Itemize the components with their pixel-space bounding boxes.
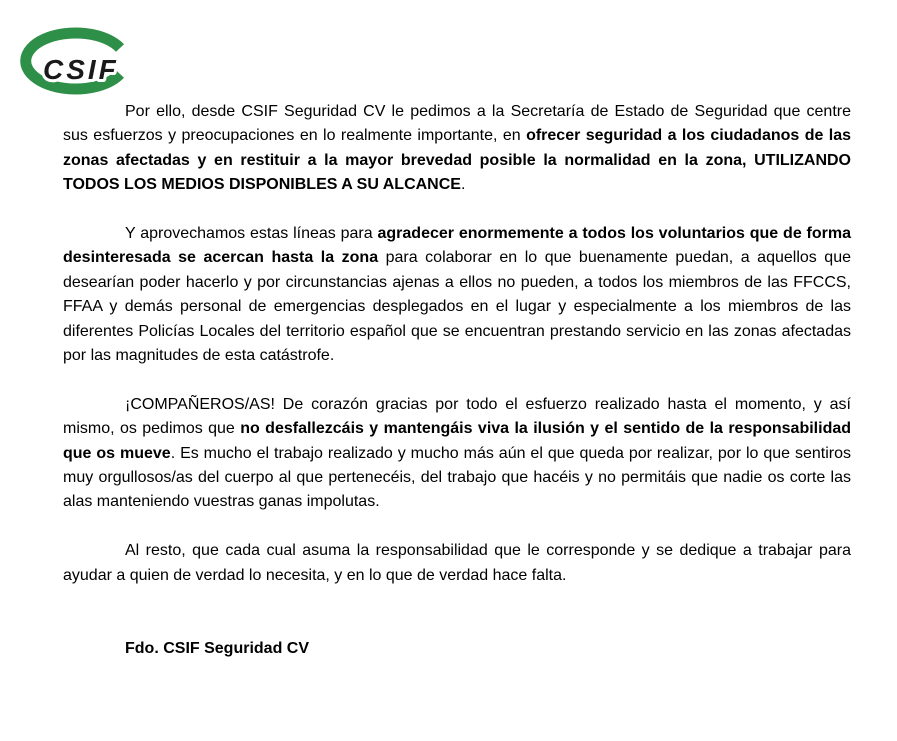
paragraph-text: ¡COMPAÑEROS/AS! De corazón gracias por todo el esfuerzo realizado hasta el momento, y así mismo, os pedimos que [63, 395, 851, 438]
document-body [63, 100, 851, 661]
paragraph [63, 393, 851, 515]
paragraph-text-bold: agradecer enormemente a todos los voluntarios que de forma desinteresada se acercan hasta la zona [63, 225, 852, 267]
paragraph-text: . Es mucho el trabajo realizado y mucho más aún el que queda por realizar, por lo que sentiros muy orgullosos/as del cuerpo al que pertenecéis, del trabajo que hacéis y no permitáis que nadie os corte las alas manteniendo vuestras ganas impolutas. [63, 444, 851, 511]
csif-logo [18, 22, 142, 97]
csif-logo-graphic [18, 22, 142, 97]
paragraph-text: . [460, 176, 466, 194]
signature-line: Fdo. CSIF Seguridad CV [125, 640, 310, 658]
paragraph-text-bold: ofrecer seguridad a los ciudadanos de las zonas afectadas y en restituir a la mayor brevedad posible la normalidad en la zona, UTILIZANDO TODOS LOS MEDIOS DISPONIBLES A SU ALCANCE [63, 127, 851, 194]
paragraph-text-bold: no desfallezcáis y mantengáis viva la ilusión y el sentido de la responsabilidad que os mueve [63, 420, 852, 462]
csif-logo-text: CSIF [43, 54, 119, 85]
paragraph-text: Y aprovechamos estas líneas para [125, 225, 378, 243]
paragraph [63, 100, 851, 198]
paragraph-text: Al resto, que cada cual asuma la responsabilidad que le corresponde y se dedique a trabajar para ayudar a quien de verdad lo necesita, y en lo que de verdad hace falta. [63, 542, 851, 584]
paragraph [63, 539, 851, 588]
paragraph [63, 222, 851, 368]
paragraph-text: para colaborar en lo que buenamente puedan, a aquellos que desearían poder hacerlo y por circunstancias ajenas a ellos no pueden, a todos los miembros de las FFCCS, FFAA y demás personal de emergencias desplegados en el lugar y especialmente a los miembros de las diferentes Policías Locales del territorio español que se encuentran prestando servicio en las zonas afectadas por las magnitudes de esta catástrofe. [63, 249, 851, 365]
paragraph-text: Por ello, desde CSIF Seguridad CV le pedimos a la Secretaría de Estado de Seguridad que centre sus esfuerzos y preocupaciones en lo realmente importante, en [63, 103, 851, 145]
